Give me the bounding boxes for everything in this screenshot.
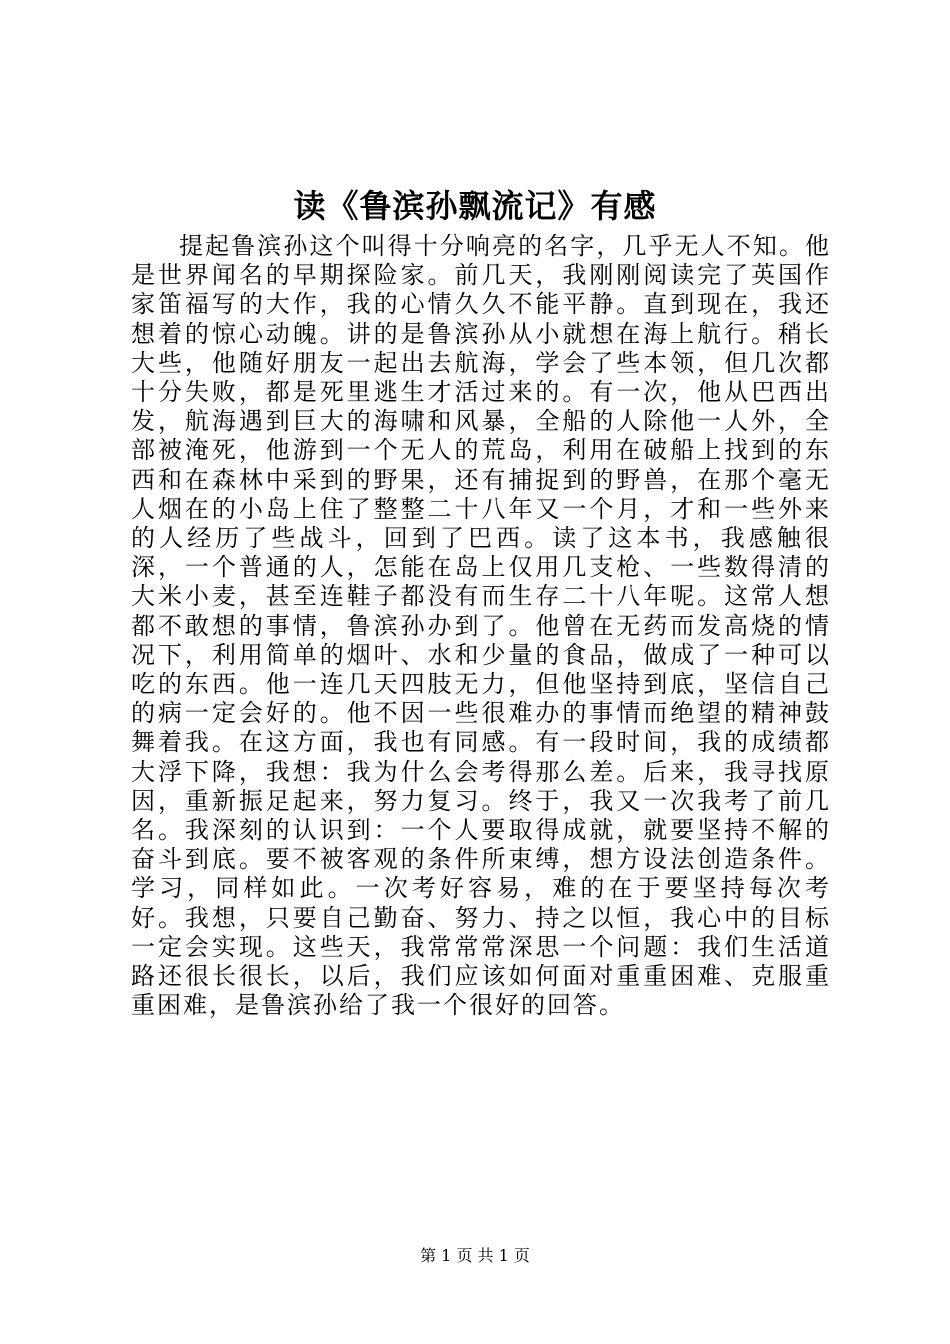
document-title: 读《鲁滨孙飘流记》有感 xyxy=(293,187,657,225)
page-footer: 第 1 页 共 1 页 xyxy=(420,1246,530,1265)
document-body: 提起鲁滨孙这个叫得十分响亮的名字，几乎无人不知。他是世界闻名的早期探险家。前几天，我刚刚阅读完了英国作家笛福写的大作，我的心情久久不能平静。直到现在，我还想着的惊心动魄。讲的是鲁滨孙从小就想在海上航行。稍长大些，他随好朋友一起出去航海，学会了些本领，但几次都十分失败，都是死里逃生才活过来的。有一次，他从巴西出发，航海遇到巨大的海啸和风暴，全船的人除他一人外，全部被淹死，他游到一个无人的荒岛，利用在破船上找到的东西和在森林中采到的野果，还有捕捉到的野兽，在那个毫无人烟在的小岛上住了整整二十八年又一个月，才和一些外来的人经历了些战斗，回到了巴西。读了这本书，我感触很深，一个普通的人，怎能在岛上仅用几支枪、一些数得清的大米小麦，甚至连鞋子都没有而生存二十八年呢。这常人想都不敢想的事情，鲁滨孙办到了。他曾在无药而发高烧的情况下，利用简单的烟叶、水和少量的食品，做成了一种可以吃的东西。他一连几天四肢无力，但他坚持到底，坚信自己的病一定会好的。他不因一些很难办的事情而绝望的精神鼓舞着我。在这方面，我也有同感。有一段时间，我的成绩都大浮下降，我想：我为什么会考得那么差。后来，我寻找原因，重新振足起来，努力复习。终于，我又一次我考了前几名。我深刻的认识到：一个人要取得成就，就要坚持不解的奋斗到底。要不被客观的条件所束缚，想方设法创造条件。学习，同样如此。一次考好容易，难的在于要坚持每次考好。我想，只要自己勤奋、努力、持之以恒，我心中的目标一定会实现。这些天，我常常常深思一个问题：我们生活道路还很长很长，以后，我们应该如何面对重重困难、克服重重困难，是鲁滨孙给了我一个很好的回答。 xyxy=(131,232,831,1020)
